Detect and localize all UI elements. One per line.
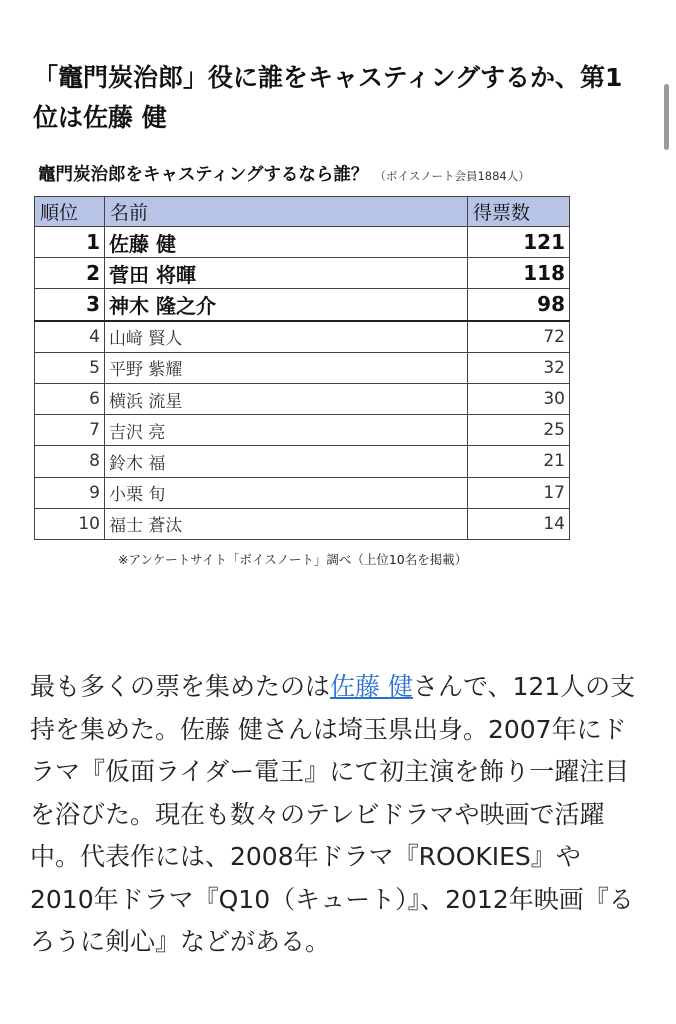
table-row [35, 415, 570, 446]
table-row [35, 477, 570, 508]
name-cell: 平野 紫耀 [105, 352, 468, 383]
figure-subtitle: （ボイスノート会員1884人） [374, 169, 530, 183]
rank-cell: 9 [35, 477, 105, 508]
person-link-sato-takeru[interactable]: 佐藤 健 [330, 672, 413, 701]
name-cell: 佐藤 健 [105, 227, 468, 258]
table-row [35, 508, 570, 539]
ranking-table [34, 196, 570, 540]
header-name: 名前 [105, 197, 468, 227]
source-note: ※アンケートサイト「ボイスノート」調べ（上位10名を掲載） [118, 552, 468, 567]
rank-cell: 10 [35, 508, 105, 539]
scrollbar-thumb[interactable] [664, 84, 669, 150]
votes-cell: 72 [468, 321, 570, 353]
votes-cell: 32 [468, 352, 570, 383]
ranking-figure-title [38, 161, 658, 186]
article-headline [33, 58, 623, 138]
rank-cell: 6 [35, 383, 105, 414]
table-header-row [35, 197, 570, 227]
rank-cell: 1 [35, 227, 105, 258]
table-row [35, 446, 570, 477]
header-votes: 得票数 [468, 197, 570, 227]
body-text-intro: 最も多くの票を集めたのは [30, 672, 331, 701]
name-cell: 神木 隆之介 [105, 289, 468, 321]
votes-cell: 30 [468, 383, 570, 414]
votes-cell: 98 [468, 289, 570, 321]
rank-cell: 2 [35, 258, 105, 289]
header-rank: 順位 [35, 197, 105, 227]
article-body [30, 666, 640, 964]
body-text-main: さんで、121人の支持を集めた。佐藤 健さんは埼玉県出身。2007年にドラマ『仮面ライダー電王』にて初主演を飾り一躍注目を浴びた。現在も数々のテレビドラマや映画で活躍中。代表作には、2008年ドラマ『ROOKIES』や2010年ドラマ『Q10（キュート）』、2012年映画『るろうに剣心』などがある。 [30, 672, 636, 956]
name-cell: 横浜 流星 [105, 383, 468, 414]
table-row [35, 321, 570, 353]
votes-cell: 121 [468, 227, 570, 258]
votes-cell: 17 [468, 477, 570, 508]
name-cell: 吉沢 亮 [105, 415, 468, 446]
rank-cell: 3 [35, 289, 105, 321]
rank-cell: 7 [35, 415, 105, 446]
name-cell: 鈴木 福 [105, 446, 468, 477]
table-row [35, 258, 570, 289]
votes-cell: 21 [468, 446, 570, 477]
name-cell: 小栗 旬 [105, 477, 468, 508]
rank-cell: 4 [35, 321, 105, 353]
name-cell: 菅田 将暉 [105, 258, 468, 289]
headline-text: 「竈門炭治郎」役に誰をキャスティングするか、第1位は佐藤 健 [33, 63, 623, 132]
rank-cell: 8 [35, 446, 105, 477]
table-row [35, 383, 570, 414]
name-cell: 山﨑 賢人 [105, 321, 468, 353]
votes-cell: 25 [468, 415, 570, 446]
figure-title-text: 竈門炭治郎をキャスティングするなら誰？ [38, 165, 369, 185]
table-row [35, 227, 570, 258]
votes-cell: 118 [468, 258, 570, 289]
table-row [35, 289, 570, 321]
name-cell: 福士 蒼汰 [105, 508, 468, 539]
rank-cell: 5 [35, 352, 105, 383]
table-row [35, 352, 570, 383]
votes-cell: 14 [468, 508, 570, 539]
